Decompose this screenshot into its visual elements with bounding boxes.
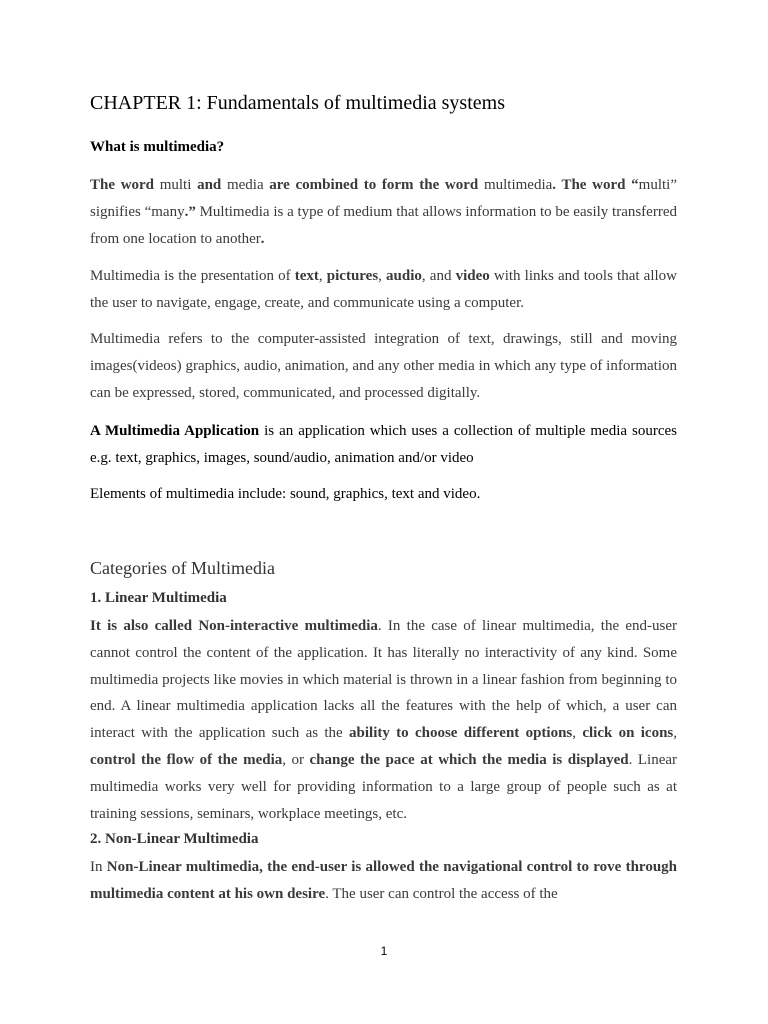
linear-text: click on icons [582, 725, 674, 742]
p1-text: Multimedia is a type of medium that allows information to be easily transferred from one location to another [90, 203, 677, 247]
linear-heading: 1. Linear Multimedia [90, 590, 227, 606]
p2-text: pictures [326, 268, 379, 284]
nonlinear-text: In [90, 859, 107, 875]
p2-text: video [455, 268, 490, 284]
p1-text: The word [90, 177, 155, 193]
p2-text: , [318, 268, 327, 284]
question-heading: What is multimedia? [90, 139, 225, 155]
linear-text: control the flow of the media [90, 751, 283, 768]
p1-text: are combined to form the word [269, 177, 479, 193]
paragraph-application [90, 418, 677, 472]
p4-text: is an application which uses a collection of multiple media sources e.g. text, graphics, images, sound/audio, animation and/or video [90, 423, 677, 466]
paragraph-elements: Elements of multimedia include: sound, graphics, text and video. [90, 486, 481, 502]
chapter-title: CHAPTER 1: Fundamentals of multimedia systems [90, 92, 505, 114]
linear-text: , [673, 725, 678, 742]
linear-text: . In the case of linear multimedia, the end-user cannot control the content of the application. It has literally no interactivity of any kind. Some multimedia projects like movies in which material is thrown in a linear fashion from beginning to end. A linear multimedia application lacks all the features with the help of which, a user can interact with the application such as the [90, 618, 677, 742]
paragraph-nonlinear [90, 854, 677, 908]
linear-text: , or [282, 751, 310, 768]
linear-text: change the pace at which the media is displayed [309, 751, 629, 768]
categories-heading: Categories of Multimedia [90, 558, 275, 578]
p2-text: with links and tools that allow the user to navigate, engage, create, and communicate using a computer. [90, 268, 677, 311]
p2-text: audio [386, 268, 422, 284]
paragraph-definition [90, 172, 677, 252]
p1-text: multimedia [478, 177, 553, 193]
paragraph-linear [90, 613, 677, 827]
p1-text: signifies “many [90, 203, 185, 220]
paragraph-presentation [90, 263, 677, 317]
p2-text: , [378, 268, 387, 284]
page-number: 1 [380, 944, 388, 958]
linear-text: ability to choose different options [349, 725, 573, 742]
paragraph-integration: Multimedia refers to the computer-assisted integration of text, drawings, still and moving images(videos) graphics, audio, animation, and any other media in which any type of information can be expressed, stored, communicated, and processed digitally. [90, 331, 677, 401]
p1-text: .” [184, 203, 196, 220]
nonlinear-heading: 2. Non-Linear Multimedia [90, 831, 259, 847]
p1-text: multi” [638, 177, 677, 193]
linear-text: It is also called Non-interactive multimedia [90, 618, 378, 634]
p1-text: media [221, 177, 270, 193]
linear-text: . Linear multimedia works very well for providing information to a large group of people such as at training sessions, seminars, workplace meetings, etc. [90, 751, 678, 822]
p1-text: multi [154, 177, 198, 193]
nonlinear-text: . The user can control the access of the [325, 885, 558, 902]
linear-text: , [572, 725, 583, 742]
p4-text: A Multimedia Application [90, 423, 260, 439]
p2-text: Multimedia is the presentation of [90, 268, 295, 284]
p1-text: . The word “ [552, 177, 639, 193]
p2-text: , and [421, 268, 456, 284]
nonlinear-text: Non-Linear multimedia, the end-user is allowed the navigational control to rove through multimedia content at his own desire [90, 859, 678, 902]
p1-text: . [260, 230, 265, 247]
p2-text: text [294, 268, 319, 284]
p1-text: and [197, 177, 222, 193]
